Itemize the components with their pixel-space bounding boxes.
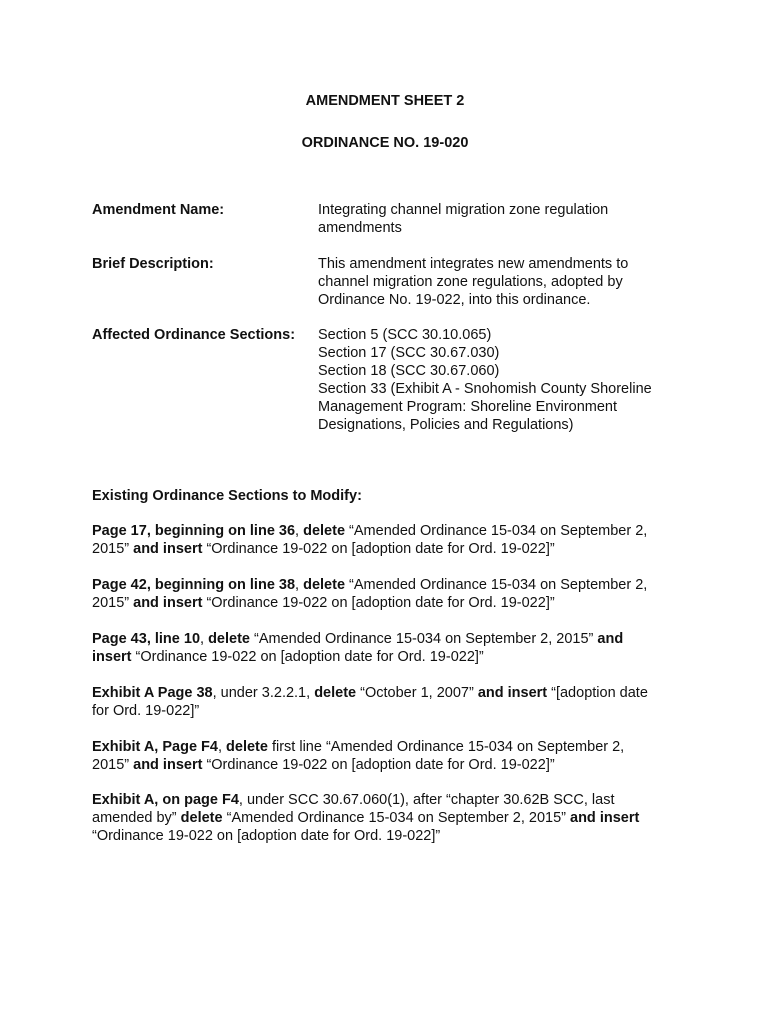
bold-text-run: Page 42, beginning on line 38 <box>92 577 296 593</box>
text-run: “Ordinance 19-022 on [adoption date for Ord. 19-022]” <box>202 541 555 557</box>
text-run: “Amended Ordinance 15-034 on September 2, <box>345 577 648 593</box>
text-run: , under SCC 30.67.060(1), after “chapter 30.62B SCC, last <box>238 792 615 808</box>
brief-description-line: Ordinance No. 19-022, into this ordinance. <box>318 292 591 308</box>
modification-item <box>92 791 692 845</box>
amendment-name-line: amendments <box>318 220 402 236</box>
bold-text-run: Exhibit A, Page F4 <box>92 739 218 755</box>
text-run: “Ordinance 19-022 on [adoption date for Ord. 19-022]” <box>131 649 484 665</box>
bold-text-run: delete <box>314 685 357 701</box>
modification-line <box>92 648 692 666</box>
brief-description-label: Brief Description: <box>92 256 214 272</box>
text-run: first line “Amended Ordinance 15-034 on September 2, <box>267 739 625 755</box>
modification-line <box>92 684 692 702</box>
text-run: , under 3.2.2.1, <box>212 685 315 701</box>
affected-section-line: Designations, Policies and Regulations) <box>318 417 574 433</box>
text-run: amended by” <box>92 810 181 826</box>
bold-text-run: delete <box>180 810 223 826</box>
brief-description-value <box>318 255 698 309</box>
bold-text-run: and insert <box>133 595 203 611</box>
existing-sections-heading: Existing Ordinance Sections to Modify: <box>92 488 362 504</box>
text-run: “Amended Ordinance 15-034 on September 2, 2015” <box>222 810 571 826</box>
brief-description-line: This amendment integrates new amendments to <box>318 256 629 272</box>
text-run: “Ordinance 19-022 on [adoption date for Ord. 19-022]” <box>202 757 555 773</box>
text-run: “Amended Ordinance 15-034 on September 2, 2015” <box>250 631 598 647</box>
affected-sections-value <box>318 326 698 434</box>
affected-section-line: Management Program: Shoreline Environment <box>318 399 618 415</box>
text-run: 2015” <box>92 541 134 557</box>
affected-section-line: Section 5 (SCC 30.10.065) <box>318 327 492 343</box>
ordinance-number: ORDINANCE NO. 19-020 <box>301 135 469 151</box>
modification-line <box>92 809 692 827</box>
modification-line <box>92 756 692 774</box>
text-run: 2015” <box>92 757 134 773</box>
modification-line <box>92 630 692 648</box>
text-run: for Ord. 19-022]” <box>92 703 200 719</box>
text-run: , <box>295 577 304 593</box>
bold-text-run: insert <box>92 649 132 665</box>
modification-item <box>92 684 692 720</box>
modification-line <box>92 594 692 612</box>
modification-item <box>92 522 692 558</box>
affected-section-line: Section 18 (SCC 30.67.060) <box>318 363 500 379</box>
bold-text-run: Page 43, line 10 <box>92 631 201 647</box>
bold-text-run: delete <box>303 523 346 539</box>
text-run: 2015” <box>92 595 134 611</box>
bold-text-run: and insert <box>133 541 203 557</box>
modification-line <box>92 738 692 756</box>
bold-text-run: Exhibit A, on page F4 <box>92 792 239 808</box>
text-run: “Amended Ordinance 15-034 on September 2, <box>345 523 648 539</box>
bold-text-run: and insert <box>570 810 640 826</box>
amendment-name-label: Amendment Name: <box>92 202 225 218</box>
modification-line <box>92 522 692 540</box>
text-run: “October 1, 2007” <box>356 685 478 701</box>
bold-text-run: Page 17, beginning on line 36 <box>92 523 296 539</box>
bold-text-run: and insert <box>477 685 548 701</box>
affected-section-line: Section 17 (SCC 30.67.030) <box>318 345 500 361</box>
modification-line <box>92 827 692 845</box>
amendment-name-line: Integrating channel migration zone regulation <box>318 202 609 218</box>
text-run: “Ordinance 19-022 on [adoption date for Ord. 19-022]” <box>202 595 555 611</box>
modification-item <box>92 630 692 666</box>
bold-text-run: delete <box>208 631 250 647</box>
affected-sections-label: Affected Ordinance Sections: <box>92 327 296 343</box>
text-run: “[adoption date <box>547 685 648 701</box>
bold-text-run: delete <box>226 739 268 755</box>
text-run: , <box>295 523 304 539</box>
modification-line <box>92 791 692 809</box>
brief-description-line: channel migration zone regulations, adopted by <box>318 274 623 290</box>
modification-line <box>92 702 692 720</box>
page-title: AMENDMENT SHEET 2 <box>305 93 465 109</box>
modification-line <box>92 576 692 594</box>
modification-item <box>92 738 692 774</box>
amendment-name-value <box>318 201 698 237</box>
text-run: “Ordinance 19-022 on [adoption date for Ord. 19-022]” <box>92 828 441 844</box>
modification-line <box>92 540 692 558</box>
affected-section-line: Section 33 (Exhibit A - Snohomish County Shoreline <box>318 381 652 397</box>
text-run: , <box>217 739 227 755</box>
bold-text-run: delete <box>303 577 346 593</box>
bold-text-run: Exhibit A Page 38 <box>92 685 213 701</box>
bold-text-run: and <box>597 631 624 647</box>
text-run: , <box>200 631 209 647</box>
bold-text-run: and insert <box>133 757 203 773</box>
modification-item <box>92 576 692 612</box>
